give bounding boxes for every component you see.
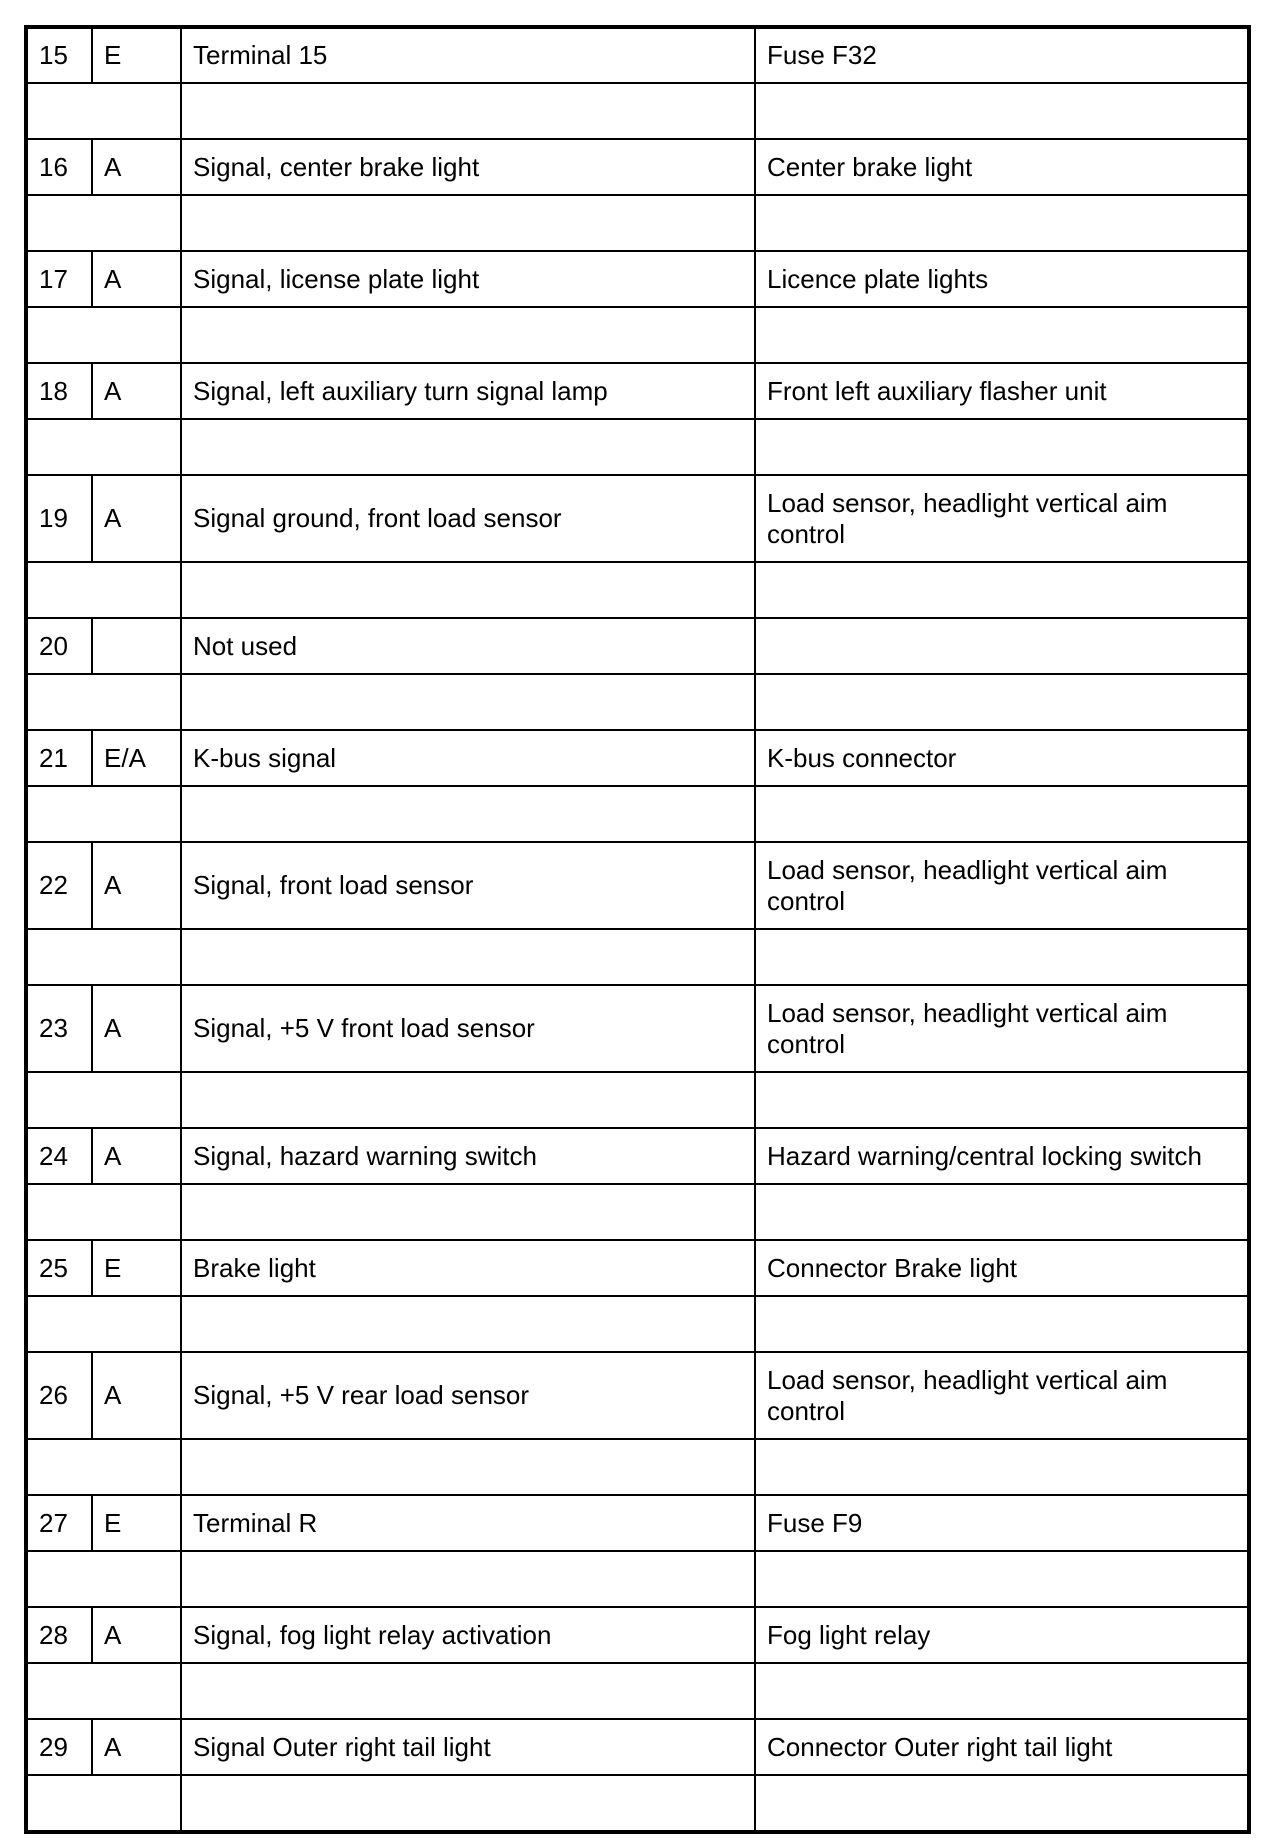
blank-cell — [26, 786, 181, 842]
signal-type: A — [92, 139, 181, 195]
signal-type: A — [92, 363, 181, 419]
table-row — [26, 1352, 1249, 1439]
blank-cell — [26, 419, 181, 475]
pin-number: 22 — [26, 842, 92, 929]
blank-cell — [26, 1072, 181, 1128]
signal-description: Signal, +5 V front load sensor — [181, 985, 755, 1072]
destination — [755, 618, 1249, 674]
destination: Load sensor, headlight vertical aim control — [755, 1352, 1249, 1439]
signal-description: Signal, license plate light — [181, 251, 755, 307]
blank-cell — [755, 674, 1249, 730]
blank-cell — [26, 1439, 181, 1495]
table-row — [26, 1607, 1249, 1663]
signal-type: A — [92, 1719, 181, 1775]
pin-number: 15 — [26, 27, 92, 83]
signal-type: E/A — [92, 730, 181, 786]
signal-description: Signal, left auxiliary turn signal lamp — [181, 363, 755, 419]
blank-cell — [26, 929, 181, 985]
signal-type: E — [92, 1495, 181, 1551]
destination: Hazard warning/central locking switch — [755, 1128, 1249, 1184]
blank-cell — [755, 83, 1249, 139]
spacer-row — [26, 786, 1249, 842]
blank-cell — [755, 307, 1249, 363]
spacer-row — [26, 929, 1249, 985]
destination: Load sensor, headlight vertical aim control — [755, 985, 1249, 1072]
blank-cell — [755, 419, 1249, 475]
destination: Load sensor, headlight vertical aim control — [755, 475, 1249, 562]
blank-cell — [26, 1775, 181, 1832]
spacer-row — [26, 562, 1249, 618]
blank-cell — [26, 1296, 181, 1352]
spacer-row — [26, 307, 1249, 363]
signal-type: A — [92, 1128, 181, 1184]
blank-cell — [181, 1439, 755, 1495]
blank-cell — [181, 1663, 755, 1719]
signal-type: A — [92, 1352, 181, 1439]
pin-number: 23 — [26, 985, 92, 1072]
signal-description: Signal, hazard warning switch — [181, 1128, 755, 1184]
blank-cell — [26, 195, 181, 251]
spacer-row — [26, 674, 1249, 730]
blank-cell — [181, 307, 755, 363]
blank-cell — [755, 1775, 1249, 1832]
table-row — [26, 1495, 1249, 1551]
blank-cell — [755, 562, 1249, 618]
spacer-row — [26, 1439, 1249, 1495]
destination: Load sensor, headlight vertical aim control — [755, 842, 1249, 929]
table-row — [26, 985, 1249, 1072]
blank-cell — [26, 307, 181, 363]
signal-type: A — [92, 251, 181, 307]
blank-cell — [181, 419, 755, 475]
spacer-row — [26, 1072, 1249, 1128]
blank-cell — [181, 195, 755, 251]
table-row — [26, 1719, 1249, 1775]
blank-cell — [755, 786, 1249, 842]
destination: Connector Brake light — [755, 1240, 1249, 1296]
blank-cell — [181, 929, 755, 985]
blank-cell — [26, 674, 181, 730]
pin-number: 18 — [26, 363, 92, 419]
pin-number: 25 — [26, 1240, 92, 1296]
pin-number: 16 — [26, 139, 92, 195]
destination: Center brake light — [755, 139, 1249, 195]
blank-cell — [26, 1551, 181, 1607]
signal-description: Terminal R — [181, 1495, 755, 1551]
destination: Fuse F9 — [755, 1495, 1249, 1551]
blank-cell — [181, 1551, 755, 1607]
signal-type: A — [92, 985, 181, 1072]
signal-description: Signal, fog light relay activation — [181, 1607, 755, 1663]
spacer-row — [26, 195, 1249, 251]
blank-cell — [181, 562, 755, 618]
spacer-row — [26, 83, 1249, 139]
signal-description: Signal, center brake light — [181, 139, 755, 195]
destination: Connector Outer right tail light — [755, 1719, 1249, 1775]
signal-description: Signal Outer right tail light — [181, 1719, 755, 1775]
pin-number: 17 — [26, 251, 92, 307]
pin-number: 26 — [26, 1352, 92, 1439]
table-row — [26, 1240, 1249, 1296]
pin-assignment-table — [24, 25, 1251, 1834]
blank-cell — [755, 1296, 1249, 1352]
blank-cell — [181, 674, 755, 730]
spacer-row — [26, 1551, 1249, 1607]
pin-number: 29 — [26, 1719, 92, 1775]
destination: Front left auxiliary flasher unit — [755, 363, 1249, 419]
blank-cell — [181, 1072, 755, 1128]
spacer-row — [26, 1184, 1249, 1240]
signal-type — [92, 618, 181, 674]
table-row — [26, 27, 1249, 83]
pin-number: 19 — [26, 475, 92, 562]
blank-cell — [181, 1184, 755, 1240]
spacer-row — [26, 419, 1249, 475]
table-row — [26, 139, 1249, 195]
table-row — [26, 363, 1249, 419]
destination: Fuse F32 — [755, 27, 1249, 83]
blank-cell — [755, 1663, 1249, 1719]
blank-cell — [26, 562, 181, 618]
blank-cell — [26, 1184, 181, 1240]
table-row — [26, 251, 1249, 307]
signal-type: E — [92, 1240, 181, 1296]
blank-cell — [755, 1439, 1249, 1495]
signal-description: K-bus signal — [181, 730, 755, 786]
blank-cell — [181, 1296, 755, 1352]
signal-description: Not used — [181, 618, 755, 674]
blank-cell — [181, 83, 755, 139]
table-row — [26, 618, 1249, 674]
signal-type: E — [92, 27, 181, 83]
blank-cell — [755, 1072, 1249, 1128]
blank-cell — [26, 83, 181, 139]
destination: K-bus connector — [755, 730, 1249, 786]
blank-cell — [755, 1184, 1249, 1240]
spacer-row — [26, 1296, 1249, 1352]
signal-description: Signal, +5 V rear load sensor — [181, 1352, 755, 1439]
pin-number: 28 — [26, 1607, 92, 1663]
signal-type: A — [92, 1607, 181, 1663]
pin-number: 21 — [26, 730, 92, 786]
signal-type: A — [92, 842, 181, 929]
table-row — [26, 1128, 1249, 1184]
blank-cell — [755, 195, 1249, 251]
signal-description: Signal, front load sensor — [181, 842, 755, 929]
table-row — [26, 842, 1249, 929]
blank-cell — [755, 1551, 1249, 1607]
blank-cell — [26, 1663, 181, 1719]
blank-cell — [755, 929, 1249, 985]
pin-number: 27 — [26, 1495, 92, 1551]
table-row — [26, 730, 1249, 786]
signal-description: Terminal 15 — [181, 27, 755, 83]
blank-cell — [181, 1775, 755, 1832]
destination: Fog light relay — [755, 1607, 1249, 1663]
spacer-row — [26, 1663, 1249, 1719]
signal-description: Brake light — [181, 1240, 755, 1296]
signal-description: Signal ground, front load sensor — [181, 475, 755, 562]
signal-type: A — [92, 475, 181, 562]
blank-cell — [181, 786, 755, 842]
table-row — [26, 475, 1249, 562]
pin-number: 24 — [26, 1128, 92, 1184]
destination: Licence plate lights — [755, 251, 1249, 307]
pin-number: 20 — [26, 618, 92, 674]
spacer-row — [26, 1775, 1249, 1832]
